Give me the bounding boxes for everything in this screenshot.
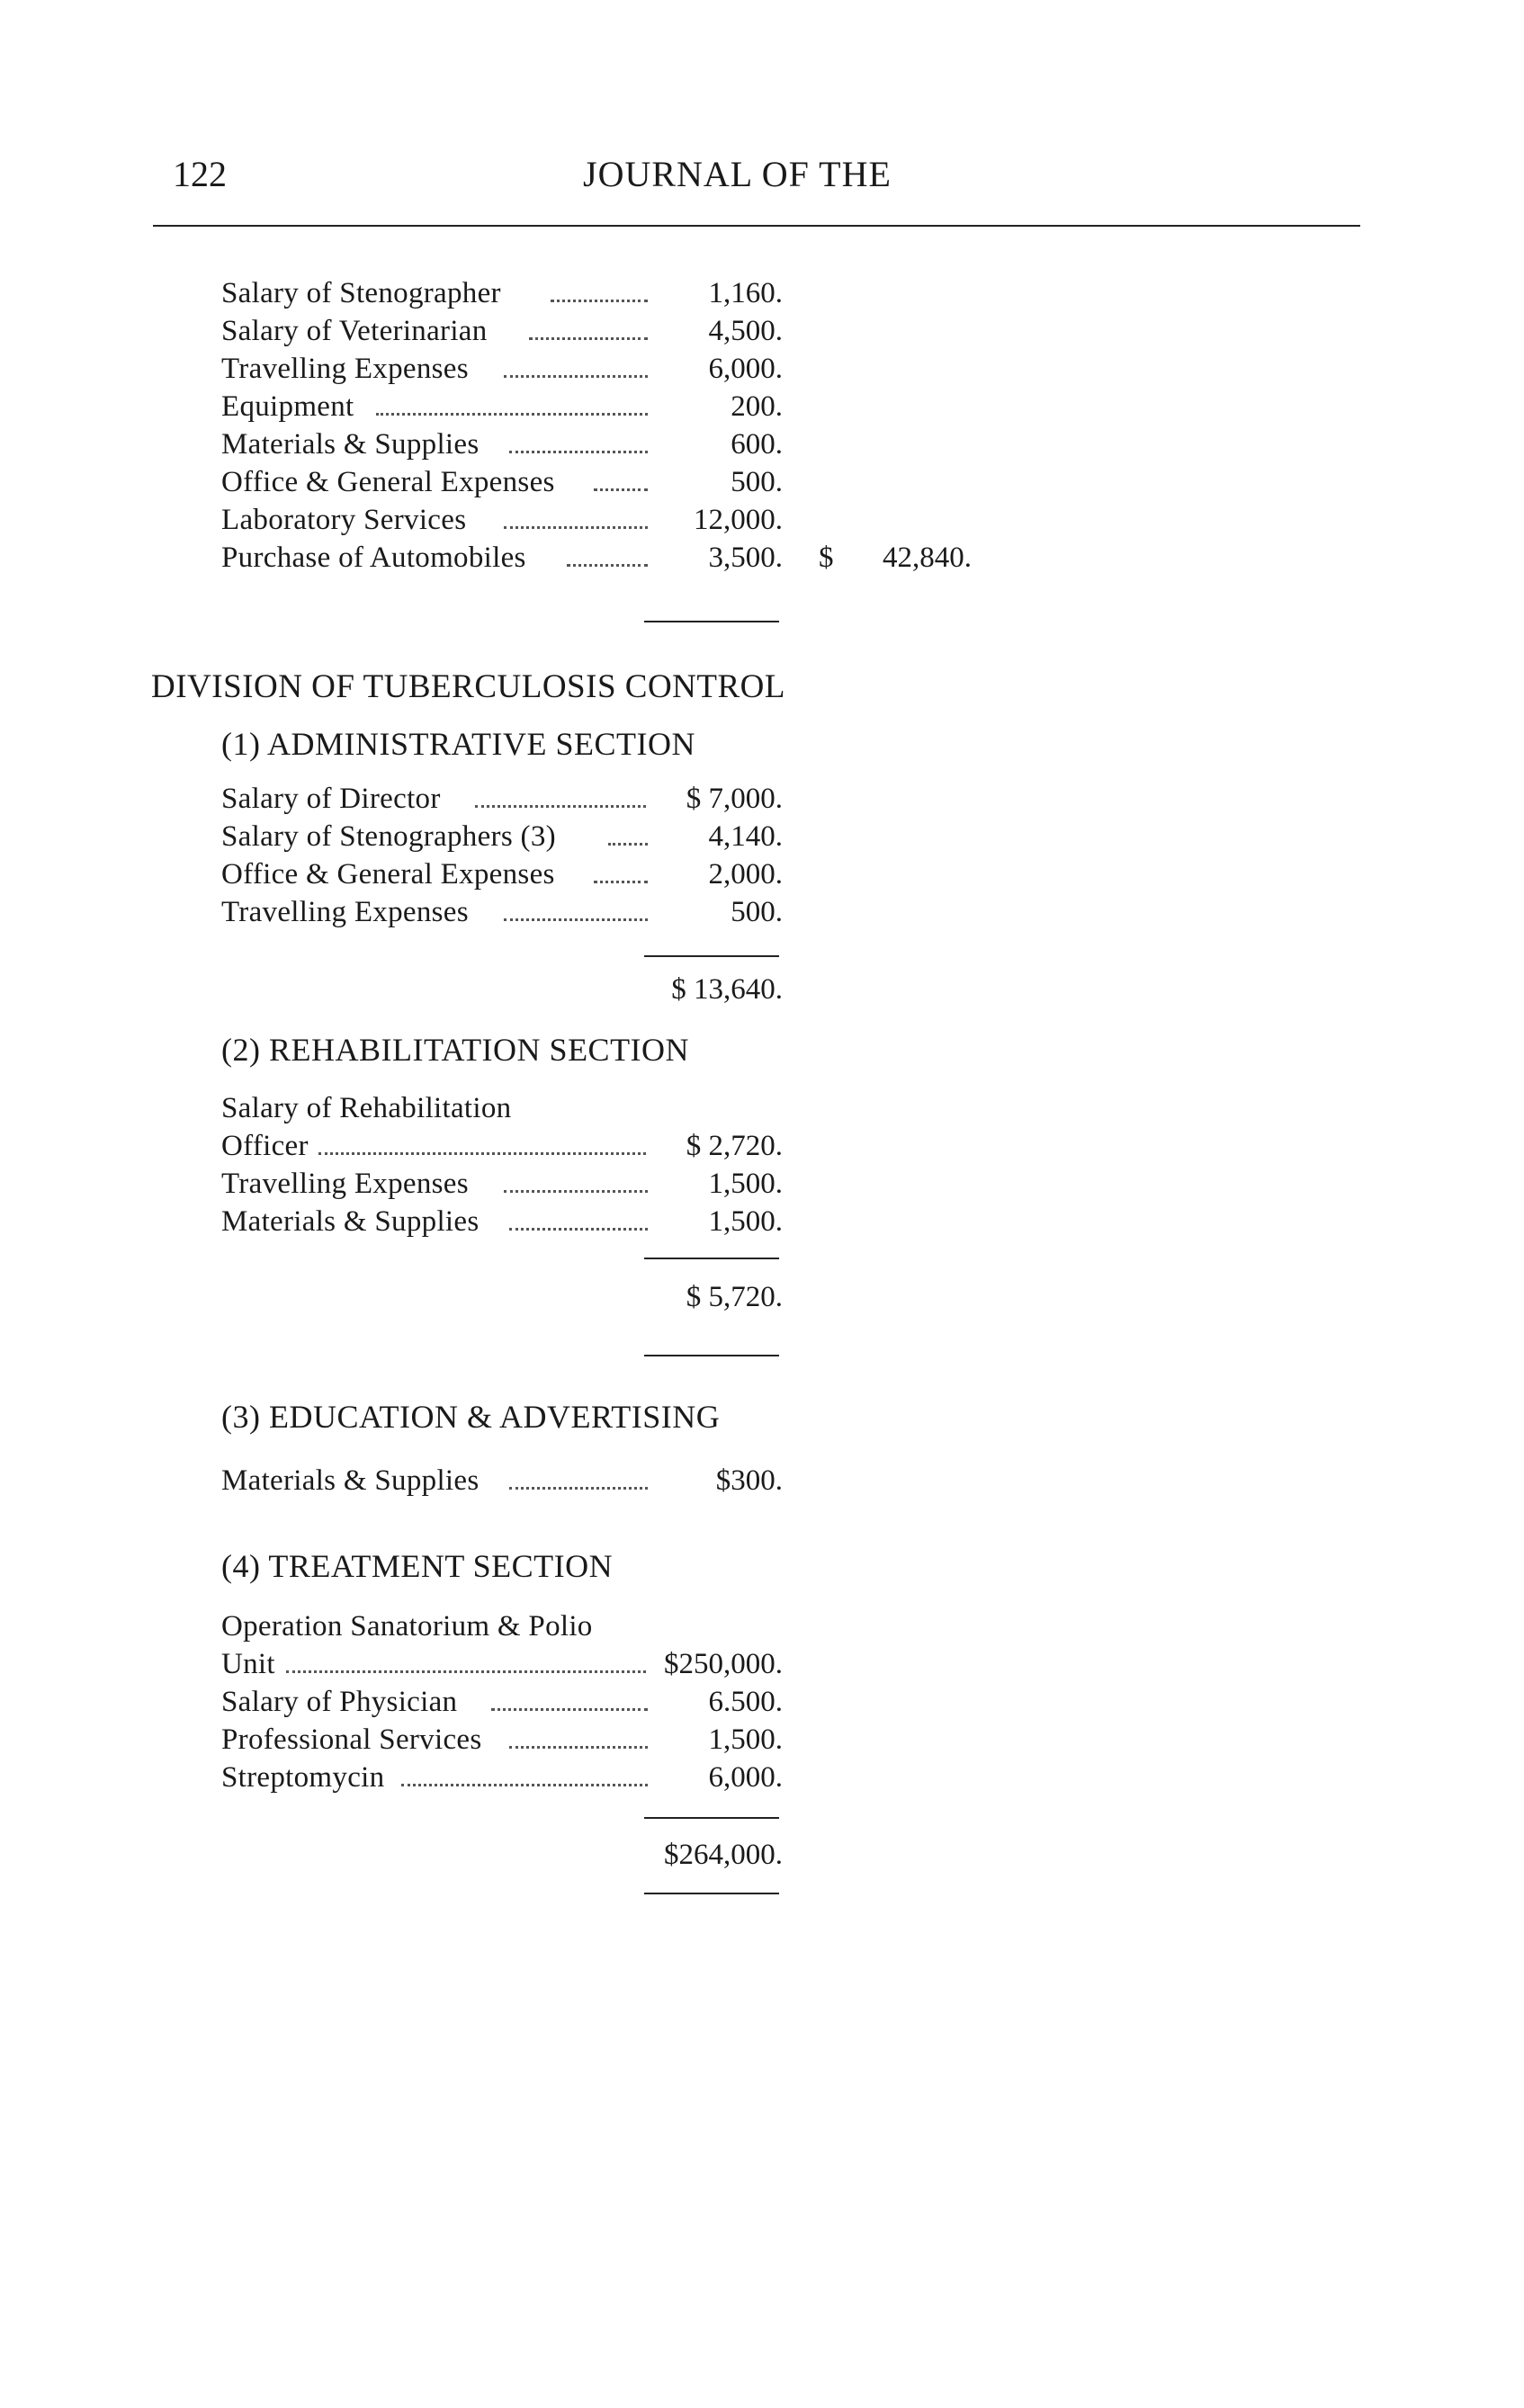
section4-heading: (4) TREATMENT SECTION xyxy=(221,1548,614,1584)
item-amount: 500. xyxy=(731,896,783,928)
item-label: Purchase of Automobiles xyxy=(221,542,526,574)
item-amount: 3,500. xyxy=(708,542,783,574)
item-label: Salary of Veterinarian xyxy=(221,315,488,347)
item-amount: 1,500. xyxy=(708,1168,783,1200)
leader-dots xyxy=(529,335,648,340)
item-label: Equipment xyxy=(221,390,354,423)
item-amount: $ 2,720. xyxy=(686,1130,783,1162)
item-label: Materials & Supplies xyxy=(221,1464,480,1497)
section2-label-line: Salary of Rehabilitation xyxy=(221,1092,512,1124)
item-label: Salary of Director xyxy=(221,783,441,815)
block1-total: 42,840. xyxy=(883,542,972,574)
leader-dots xyxy=(475,802,646,808)
section2-heading: (2) REHABILITATION SECTION xyxy=(221,1032,690,1068)
leader-dots xyxy=(608,840,648,846)
separator-rule xyxy=(644,1258,779,1259)
section4-total: $264,000. xyxy=(664,1839,783,1871)
leader-dots xyxy=(504,1187,648,1193)
item-amount: 4,140. xyxy=(708,820,783,853)
leader-dots xyxy=(504,524,648,529)
item-label: Office & General Expenses xyxy=(221,858,555,891)
item-amount: 6,000. xyxy=(708,353,783,385)
item-amount: 600. xyxy=(731,428,783,461)
separator-rule xyxy=(644,1817,779,1819)
item-amount: 1,500. xyxy=(708,1723,783,1756)
item-amount: 6,000. xyxy=(708,1761,783,1794)
leader-dots xyxy=(376,410,648,416)
item-label: Travelling Expenses xyxy=(221,896,469,928)
leader-dots xyxy=(491,1705,648,1711)
leader-dots xyxy=(594,486,648,491)
leader-dots xyxy=(401,1781,648,1786)
separator-rule xyxy=(644,621,779,622)
item-amount: 1,160. xyxy=(708,277,783,309)
item-amount: 1,500. xyxy=(708,1205,783,1238)
item-amount: 12,000. xyxy=(694,504,783,536)
item-label: Materials & Supplies xyxy=(221,1205,480,1238)
item-amount: 200. xyxy=(731,390,783,423)
item-label: Travelling Expenses xyxy=(221,1168,469,1200)
division-heading: DIVISION OF TUBERCULOSIS CONTROL xyxy=(151,668,785,705)
item-label: Office & General Expenses xyxy=(221,466,555,498)
item-label: Unit xyxy=(221,1648,275,1680)
leader-dots xyxy=(551,297,648,302)
section4-label-line: Operation Sanatorium & Polio xyxy=(221,1610,593,1643)
item-label: Travelling Expenses xyxy=(221,353,469,385)
item-amount: 6.500. xyxy=(708,1686,783,1718)
leader-dots xyxy=(286,1668,646,1673)
item-amount: 2,000. xyxy=(708,858,783,891)
section1-heading: (1) ADMINISTRATIVE SECTION xyxy=(221,726,695,762)
item-label: Officer xyxy=(221,1130,309,1162)
section3-heading: (3) EDUCATION & ADVERTISING xyxy=(221,1399,721,1435)
page-number: 122 xyxy=(173,154,227,194)
leader-dots xyxy=(509,1743,648,1749)
separator-rule xyxy=(644,955,779,957)
item-amount: $ 7,000. xyxy=(686,783,783,815)
leader-dots xyxy=(504,916,648,921)
leader-dots xyxy=(594,878,648,883)
separator-rule xyxy=(644,1893,779,1894)
item-label: Professional Services xyxy=(221,1723,482,1756)
leader-dots xyxy=(567,561,648,567)
header-rule xyxy=(153,225,1360,227)
item-label: Laboratory Services xyxy=(221,504,467,536)
item-label: Streptomycin xyxy=(221,1761,385,1794)
item-label: Salary of Stenographer xyxy=(221,277,501,309)
item-amount: 4,500. xyxy=(708,315,783,347)
leader-dots xyxy=(509,448,648,453)
leader-dots xyxy=(318,1150,646,1155)
item-amount: $250,000. xyxy=(664,1648,783,1680)
leader-dots xyxy=(504,372,648,378)
separator-rule xyxy=(644,1355,779,1356)
item-label: Salary of Physician xyxy=(221,1686,458,1718)
leader-dots xyxy=(509,1225,648,1231)
section2-total: $ 5,720. xyxy=(686,1281,783,1313)
total-dollar-sign: $ xyxy=(819,542,834,574)
item-amount: 500. xyxy=(731,466,783,498)
item-label: Materials & Supplies xyxy=(221,428,480,461)
item-amount: $300. xyxy=(715,1464,783,1497)
item-label: Salary of Stenographers (3) xyxy=(221,820,556,853)
leader-dots xyxy=(509,1484,648,1490)
page-running-title: JOURNAL OF THE xyxy=(583,154,892,194)
section1-total: $ 13,640. xyxy=(671,973,783,1006)
